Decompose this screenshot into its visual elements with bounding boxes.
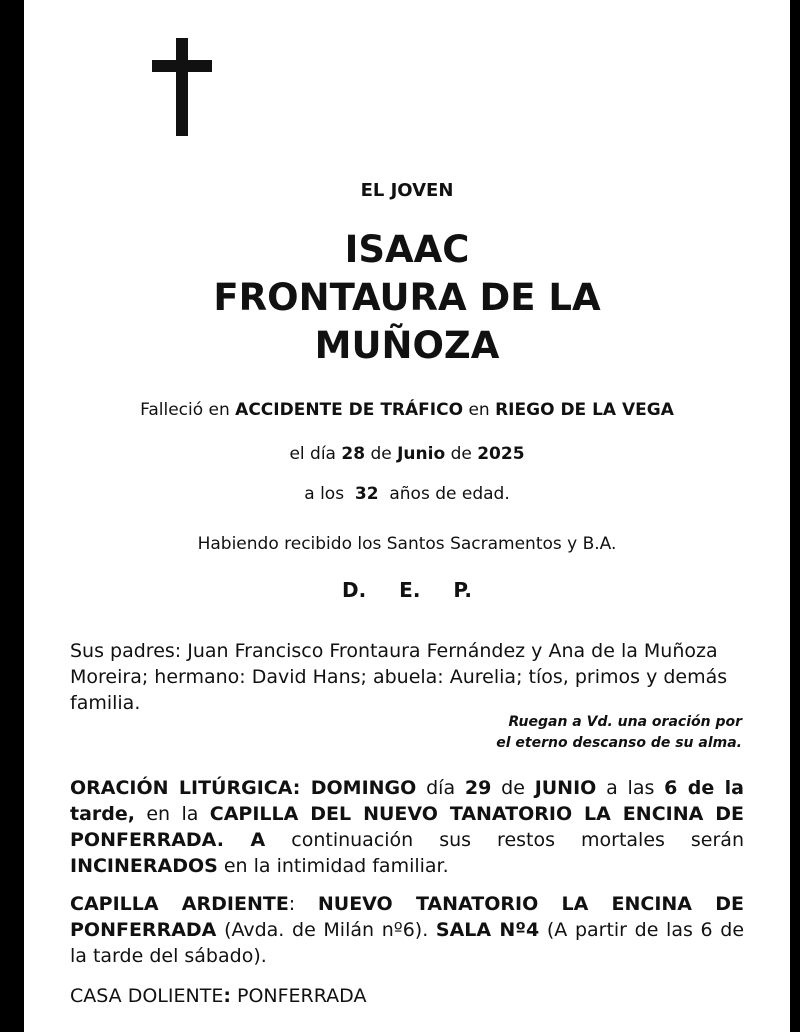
funeral-paragraph: ORACIÓN LITÚRGICA: DOMINGO día 29 de JUNIO a las 6 de la tarde, en la CAPILLA DEL NUEVO TANATORIO LA ENCINA DE PONFERRADA. A continuación sus restos mortales serán INCINERADOS en la intimidad familiar. (70, 777, 744, 877)
death-month: Junio (397, 444, 446, 464)
family-paragraph: Sus padres: Juan Francisco Frontaura Fernández y Ana de la Muñoza Moreira; hermano: David Hans; abuela: Aurelia; tíos, primos y demás familia. (70, 640, 728, 714)
obituary-page (24, 0, 790, 1032)
name-line: MUÑOZA (314, 324, 500, 367)
name-line: ISAAC (344, 228, 470, 271)
funeral-venue: CAPILLA DEL NUEVO TANATORIO LA ENCINA DE PONFERRADA. A (70, 803, 744, 851)
deceased-descriptor: EL JOVEN (360, 180, 454, 201)
latin-cross-icon (152, 38, 212, 136)
death-place: RIEGO DE LA VEGA (495, 400, 674, 420)
chapel-room: SALA Nº4 (435, 919, 540, 941)
chapel-paragraph: CAPILLA ARDIENTE: NUEVO TANATORIO LA ENCINA DE PONFERRADA (Avda. de Milán nº6). SALA Nº4 (A partir de las 6 de la tarde del sábado). (70, 893, 745, 967)
funeral-label: ORACIÓN LITÚRGICA: DOMINGO (70, 777, 417, 799)
sacraments-line: Habiendo recibido los Santos Sacramentos y B.A. (197, 534, 617, 554)
mourning-house: CASA DOLIENTE: PONFERRADA (70, 985, 367, 1007)
death-cause-line: Falleció en ACCIDENTE DE TRÁFICO en RIEGO DE LA VEGA (140, 400, 674, 420)
name-line: FRONTAURA DE LA (213, 276, 601, 319)
age-value: 32 (354, 484, 379, 504)
chapel-venue: NUEVO TANATORIO LA ENCINA DE PONFERRADA (70, 893, 745, 941)
rip-line: D. E. P. (342, 578, 472, 602)
age-line: a los 32 años de edad. (304, 484, 510, 504)
death-year: 2025 (477, 444, 525, 464)
death-date-line: el día 28 de Junio de 2025 (289, 444, 525, 464)
chapel-label: CAPILLA ARDIENTE (70, 893, 289, 915)
death-day: 28 (341, 444, 366, 464)
deceased-name (24, 226, 790, 370)
prayer-request: Ruegan a Vd. una oración por el eterno descanso de su alma. (496, 714, 742, 751)
death-cause: ACCIDENTE DE TRÁFICO (235, 400, 464, 420)
